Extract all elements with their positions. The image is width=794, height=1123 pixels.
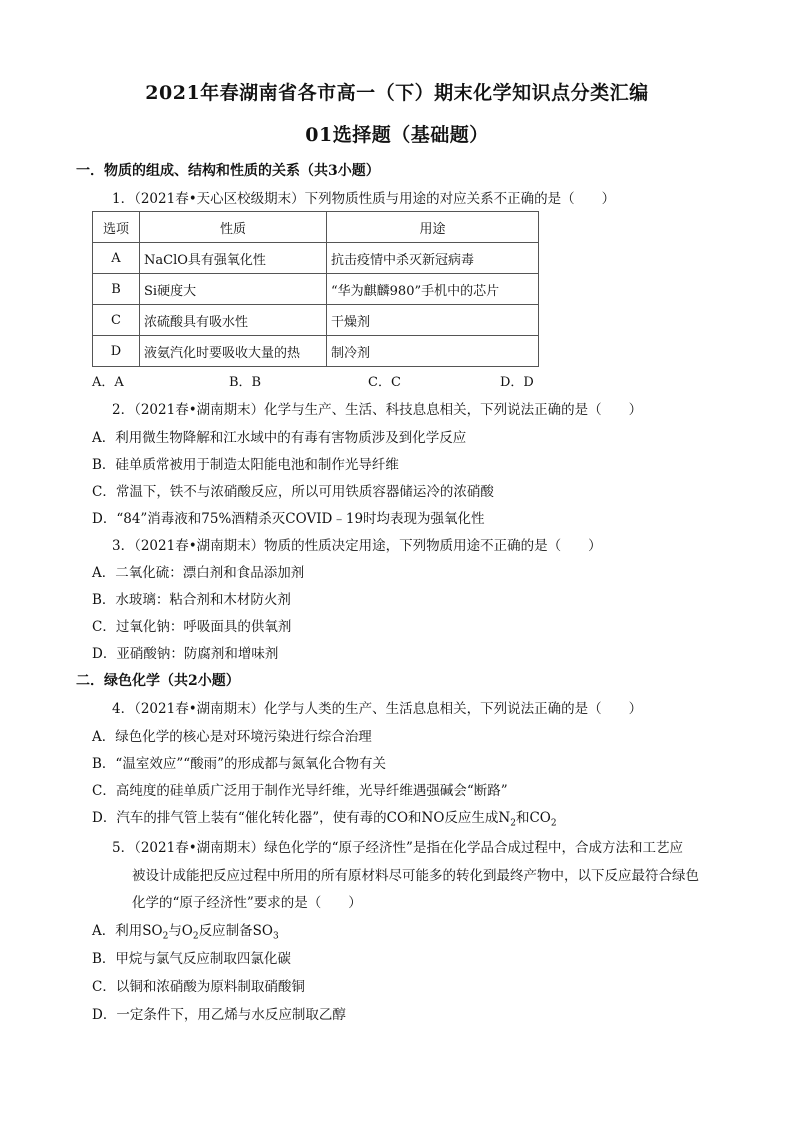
table-row xyxy=(93,336,539,367)
question-3-option-d: D．亚硝酸钠：防腐剂和增味剂 xyxy=(92,646,279,662)
question-2-stem: 2．（2021春•湖南期末）化学与生产、生活、科技息息相关，下列说法正确的是（ ） xyxy=(112,402,643,418)
question-5-option-d: D．一定条件下，用乙烯与水反应制取乙醇 xyxy=(92,1007,346,1023)
document-subtitle: 01选择题（基础题） xyxy=(305,124,489,146)
question-5-stem-line-3: 化学的“原子经济性”要求的是（ ） xyxy=(132,895,362,911)
question-4-option-c: C．高纯度的硅单质广泛用于制作光导纤维，光导纤维遇强碱会“断路” xyxy=(92,783,508,799)
subscript: 2 xyxy=(550,818,557,829)
table-cell: A xyxy=(93,243,140,274)
table-header-cell: 选项 xyxy=(93,212,140,243)
question-1-choice-d: D．D xyxy=(500,375,534,390)
question-4-option-a: A．绿色化学的核心是对环境污染进行综合治理 xyxy=(92,729,372,745)
table-cell: 干燥剂 xyxy=(327,305,539,336)
question-3-option-c: C．过氧化钠：呼吸面具的供氧剂 xyxy=(92,619,292,635)
document-title: 2021年春湖南省各市高一（下）期末化学知识点分类汇编 xyxy=(145,82,649,104)
question-3-option-a: A．二氧化硫：漂白剂和食品添加剂 xyxy=(92,565,305,581)
question-1-stem: 1．（2021春•天心区校级期末）下列物质性质与用途的对应关系不正确的是（ ） xyxy=(112,191,616,207)
table-row xyxy=(93,274,539,305)
table-cell: Si硬度大 xyxy=(140,274,327,305)
subscript: 2 xyxy=(162,931,169,942)
table-cell: B xyxy=(93,274,140,305)
table-cell: C xyxy=(93,305,140,336)
question-5-option-a xyxy=(92,919,279,942)
question-4-stem: 4．（2021春•湖南期末）化学与人类的生产、生活息息相关，下列说法正确的是（ ） xyxy=(112,701,643,717)
question-2-option-a: A．利用微生物降解和江水域中的有毒有害物质涉及到化学反应 xyxy=(92,430,467,446)
table-row xyxy=(93,243,539,274)
table-cell: D xyxy=(93,336,140,367)
question-4-option-d xyxy=(92,806,557,829)
section-heading-1: 一．物质的组成、结构和性质的关系（共3小题） xyxy=(76,163,380,179)
question-5-stem-line-1: 5．（2021春•湖南期末）绿色化学的“原子经济性”是指在化学品合成过程中，合成方法和工艺应 xyxy=(112,840,683,856)
question-5-option-c: C．以铜和浓硝酸为原料制取硝酸铜 xyxy=(92,979,305,995)
table-cell: 浓硫酸具有吸水性 xyxy=(140,305,327,336)
question-5-option-a-text: A．利用SO xyxy=(92,923,163,939)
table-header-row xyxy=(93,212,539,243)
question-2-option-d: D．“84”消毒液和75%酒精杀灭COVID﹣19时均表现为强氧化性 xyxy=(92,511,485,527)
question-2-option-c: C．常温下，铁不与浓硝酸反应，所以可用铁质容器储运冷的浓硝酸 xyxy=(92,484,494,500)
question-3-stem: 3．（2021春•湖南期末）物质的性质决定用途，下列物质用途不正确的是（ ） xyxy=(112,538,602,554)
subscript: 3 xyxy=(272,931,279,942)
table-header-cell: 性质 xyxy=(140,212,327,243)
question-4-option-b: B．“温室效应”“酸雨”的形成都与氮氧化合物有关 xyxy=(92,756,387,772)
subscript: 2 xyxy=(192,931,199,942)
table-header-cell: 用途 xyxy=(327,212,539,243)
table-cell: 抗击疫情中杀灭新冠病毒 xyxy=(327,243,539,274)
section-heading-2: 二．绿色化学（共2小题） xyxy=(76,673,240,689)
table-cell: 制冷剂 xyxy=(327,336,539,367)
question-1-choice-a: A．A xyxy=(92,375,124,390)
table-row xyxy=(93,305,539,336)
question-4-option-d-text: D．汽车的排气管上装有“催化转化器”，使有毒的CO和NO反应生成N xyxy=(92,810,511,826)
question-5-option-b: B．甲烷与氯气反应制取四氯化碳 xyxy=(92,951,291,967)
table-cell: “华为麒麟980”手机中的芯片 xyxy=(327,274,539,305)
question-1-table xyxy=(92,211,539,367)
question-2-option-b: B．硅单质常被用于制造太阳能电池和制作光导纤维 xyxy=(92,457,399,473)
question-5-option-a-text: 与O xyxy=(168,923,193,939)
question-4-option-d-text: 和CO xyxy=(515,810,551,826)
table-cell: 液氨汽化时要吸收大量的热 xyxy=(140,336,327,367)
question-3-option-b: B．水玻璃：粘合剂和木材防火剂 xyxy=(92,592,291,608)
question-1-choice-c: C．C xyxy=(368,375,401,390)
question-5-stem-line-2: 被设计成能把反应过程中所用的所有原材料尽可能多的转化到最终产物中，以下反应最符合绿色 xyxy=(132,868,699,884)
question-1-choice-b: B．B xyxy=(229,375,262,390)
question-5-option-a-text: 反应制备SO xyxy=(198,923,273,939)
subscript: 2 xyxy=(510,818,516,829)
table-cell: NaClO具有强氧化性 xyxy=(140,243,327,274)
